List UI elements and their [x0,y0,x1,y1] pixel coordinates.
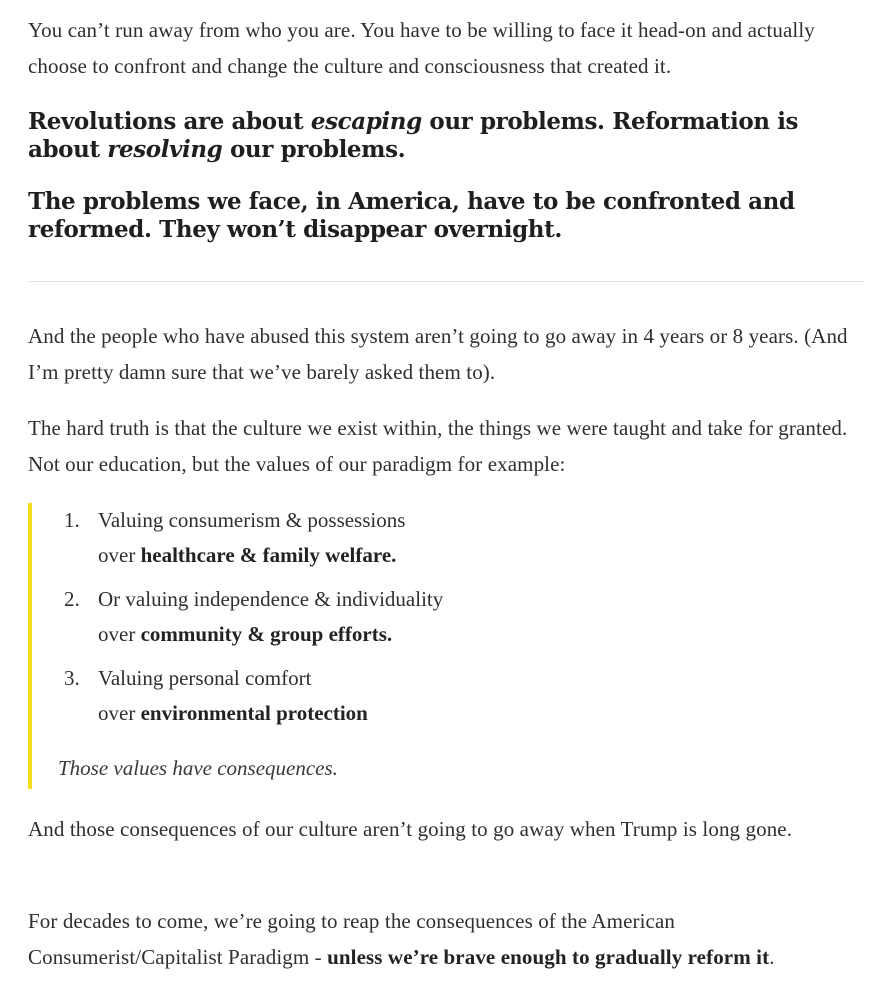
list-item-text [98,503,405,573]
heading-text: our problems. Reformation is about [28,108,799,163]
list-item-text [98,582,443,652]
paragraph-hard-truth: The hard truth is that the culture we exist within, the things we were taught and take for granted. Not our education, but the values of our paradigm for example: [28,416,848,476]
list-over: over [98,701,141,725]
list-line: Valuing consumerism & possessions [98,508,406,532]
list-bold: community & group efforts. [140,622,393,646]
list-item [58,503,865,573]
values-list [58,503,865,731]
paragraph-end: . [769,945,775,969]
quote-note: Those values have consequences. [58,756,338,780]
list-number: 3. [64,666,80,690]
list-item-text [98,661,368,731]
heading-problems: The problems we face, in America, have to be confronted and reformed. They won’t disappear overnight. [28,188,795,243]
heading-emphasis: resolving [107,136,223,163]
list-bold: healthcare & family welfare. [140,543,397,567]
heading-text: Revolutions are about [28,108,311,135]
intro-paragraph: You can’t run away from who you are. You have to be willing to face it head-on and actually choose to confront and change the culture and consciousness that created it. [28,18,815,78]
paragraph-abused-system: And the people who have abused this system aren’t going to go away in 4 years or 8 years. (And I’m pretty damn sure that we’ve barely asked them to). [28,324,848,384]
paragraph-decades [28,903,865,975]
heading-emphasis: escaping [310,108,422,135]
paragraph-consequences: And those consequences of our culture aren’t going to go away when Trump is long gone. [28,817,793,841]
list-line: Valuing personal comfort [98,666,312,690]
section-divider [28,281,865,282]
paragraph-text: For decades to come, we’re going to reap the consequences of the American Consumerist/Capitalist Paradigm - [28,909,675,969]
list-line: Or valuing independence & individuality [98,587,444,611]
paragraph-bold: unless we’re brave enough to gradually reform it [327,945,770,969]
list-item [58,582,865,652]
list-number: 1. [64,508,80,532]
list-over: over [98,543,141,567]
list-over: over [98,622,141,646]
values-blockquote [28,503,865,789]
list-number: 2. [64,587,80,611]
list-bold: environmental protection [140,701,368,725]
heading-revolutions [28,108,865,164]
list-item [58,661,865,731]
heading-text: our problems. [222,136,406,163]
